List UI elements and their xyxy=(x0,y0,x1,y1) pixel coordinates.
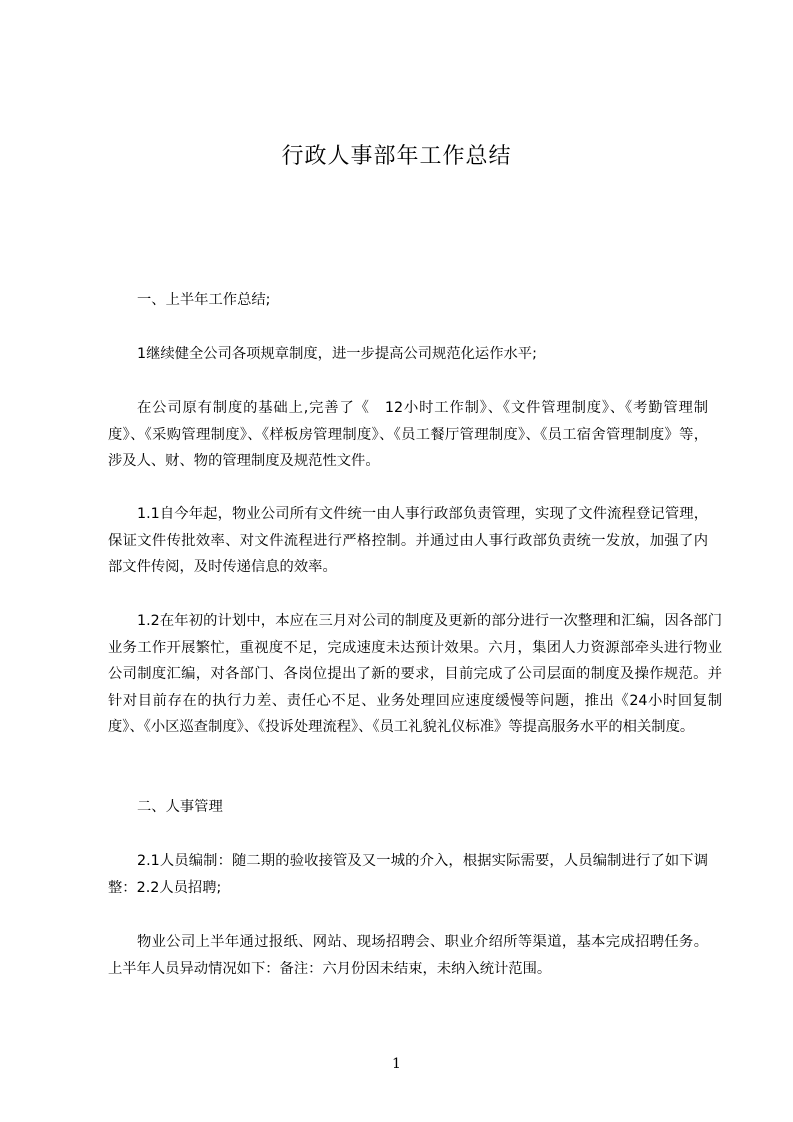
section-1-heading: 一、上半年工作总结; xyxy=(137,292,271,308)
section-1-paragraph-3: 1.2在年初的计划中，本应在三月对公司的制度及更新的部分进行一次整理和汇编，因各部门业务工作开展繁忙，重视度不足，完成速度未达预计效果。六月，集团人力资源部牵头进行物业公司制度汇编，对各部门、各岗位提出了新的要求，目前完成了公司层面的制度及操作规范。并针对目前存在的执行力差、责任心不足、业务处理回应速度缓慢等问题，推出《24小时回复制度》、《小区巡查制度》、《投诉处理流程》、《员工礼貌礼仪标准》等提高服务水平的相关制度。 xyxy=(108,613,722,735)
section-2-paragraph-2: 物业公司上半年通过报纸、网站、现场招聘会、职业介绍所等渠道，基本完成招聘任务。上半年人员异动情况如下：备注：六月份因未结束，未纳入统计范围。 xyxy=(108,934,708,977)
document-title: 行政人事部年工作总结 xyxy=(281,144,512,169)
section-1-paragraph-1: 在公司原有制度的基础上,完善了《 12小时工作制》、《文件管理制度》、《考勤管理制度》、《采购管理制度》、《样板房管理制度》、《员工餐厅管理制度》、《员工宿舍管理制度》等，涉及人、财、物的管理制度及规范性文件。 xyxy=(108,400,708,469)
page-number: 1 xyxy=(392,1056,401,1072)
section-1-paragraph-2: 1.1自今年起，物业公司所有文件统一由人事行政部负责管理，实现了文件流程登记管理，保证文件传批效率、对文件流程进行严格控制。并通过由人事行政部负责统一发放，加强了内部文件传阅，及时传递信息的效率。 xyxy=(108,506,708,575)
section-1-item-1: 1继续健全公司各项规章制度，进一步提高公司规范化运作水平; xyxy=(137,346,537,362)
section-2-heading: 二、人事管理 xyxy=(137,799,223,815)
section-2-paragraph-1: 2.1人员编制：随二期的验收接管及又一城的介入，根据实际需要，人员编制进行了如下调整：2.2人员招聘; xyxy=(108,853,708,896)
